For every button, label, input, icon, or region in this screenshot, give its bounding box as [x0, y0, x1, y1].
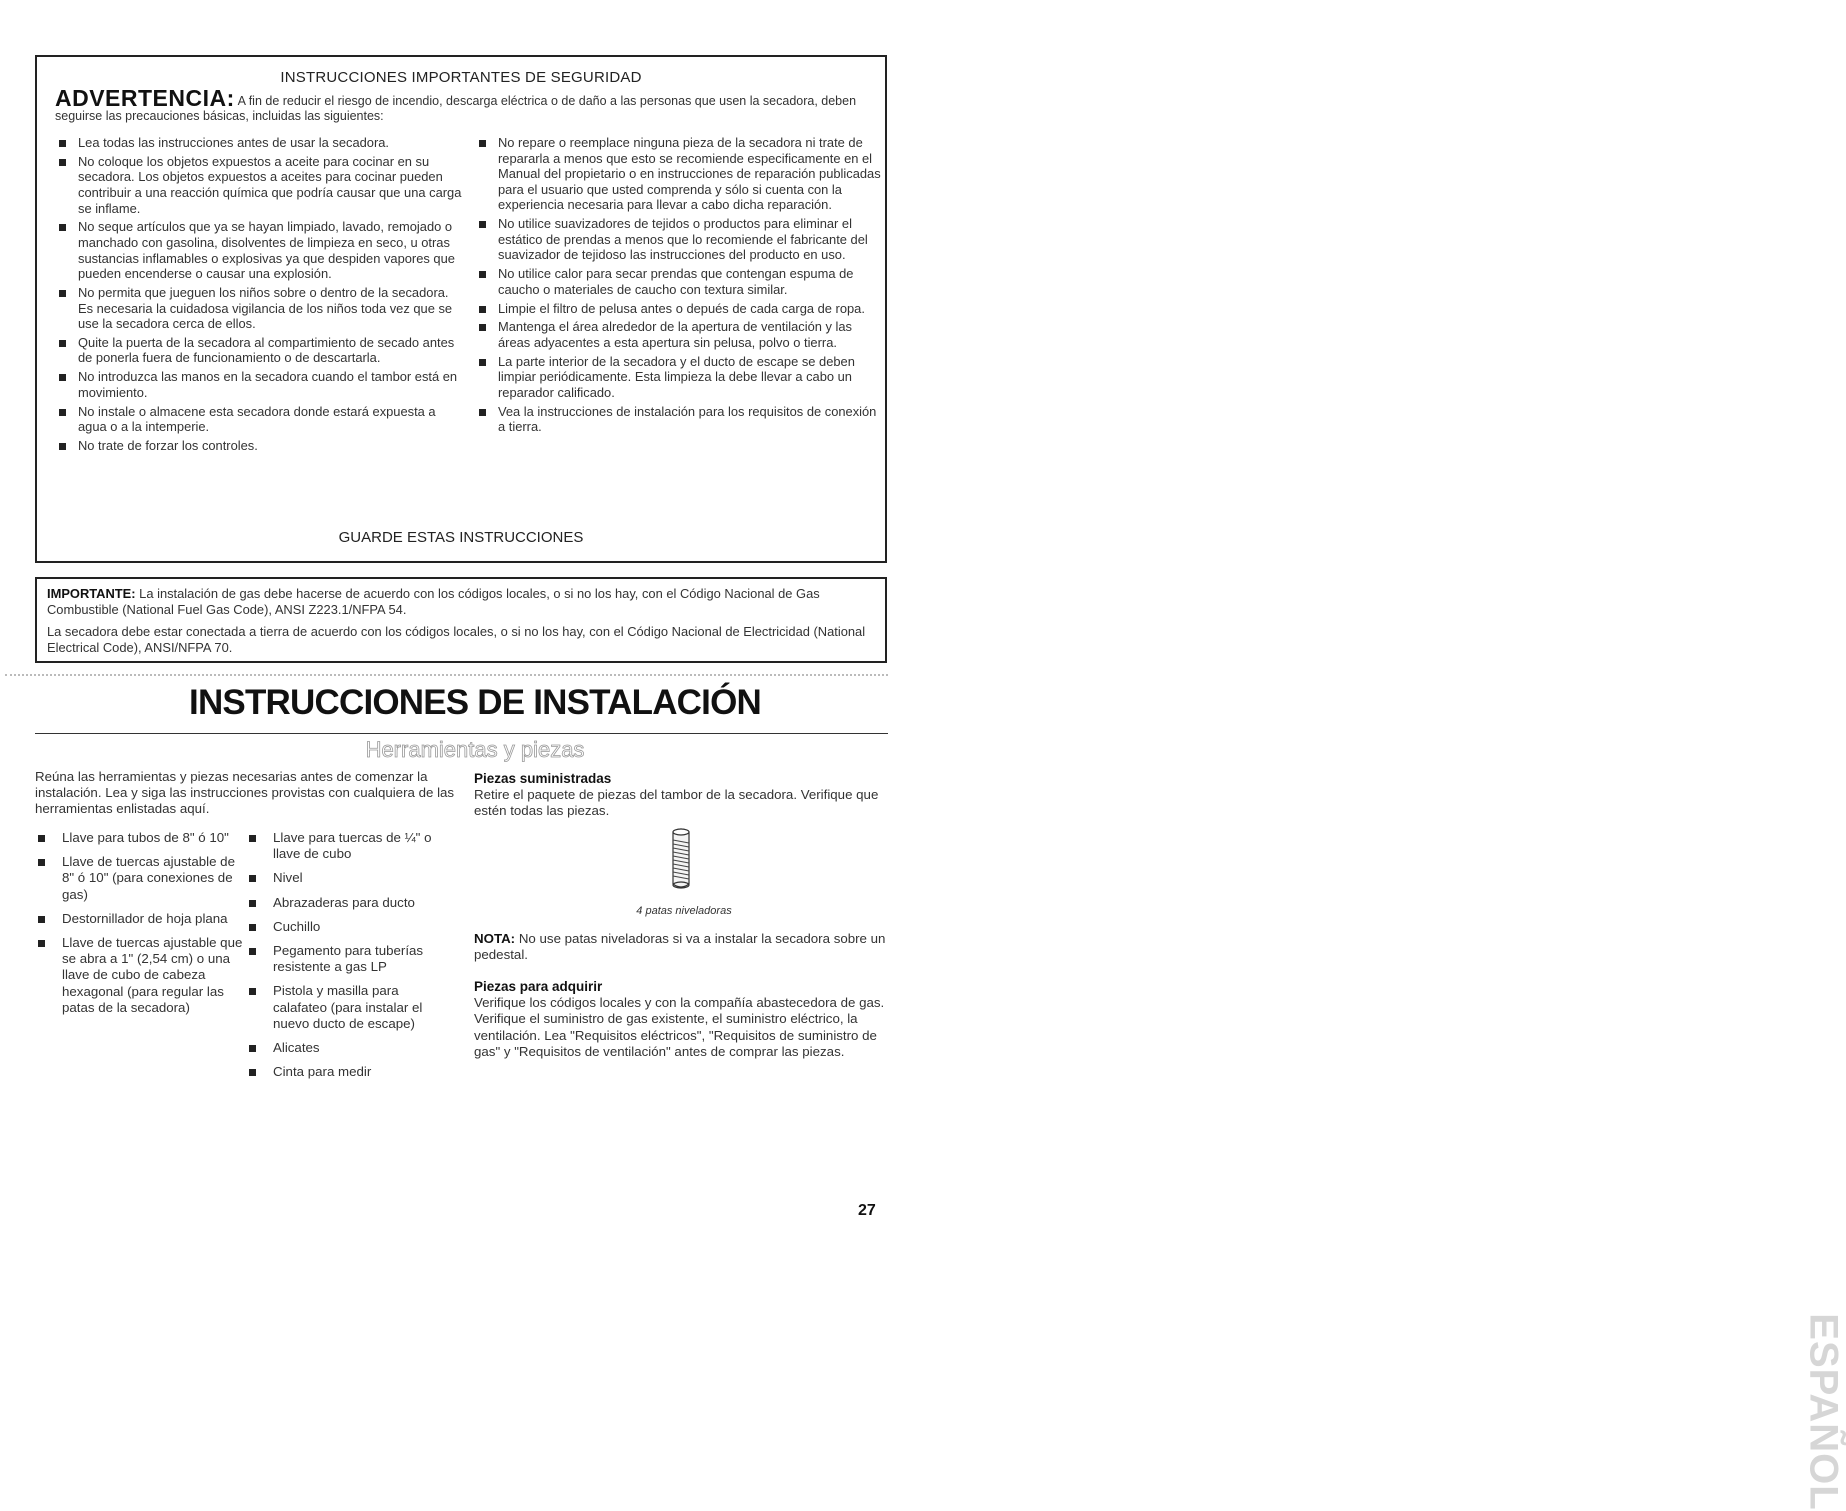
- safety-list-left: [57, 135, 463, 457]
- supplied-parts-heading: Piezas suministradas: [474, 771, 612, 786]
- safety-item: No coloque los objetos expuestos a aceite para cocinar en su secadora. Los objetos expuestos a aceites para cocinar pueden contribuir a una reacción química que podría causar que una carga se inflame.: [57, 154, 463, 216]
- safety-item: No seque artículos que ya se hayan limpiado, lavado, remojado o manchado con gasolina, disolventes de limpieza en seco, u otras sustancias inflamables o explosivas ya que despiden vapores que pueden encenderse o causar una explosión.: [57, 219, 463, 281]
- tool-item: Destornillador de hoja plana: [35, 911, 245, 927]
- importante-paragraph-gas: [47, 586, 875, 617]
- safety-item: No utilice calor para secar prendas que contengan espuma de caucho o materiales de caucho con textura similar.: [477, 266, 887, 297]
- section-heading: Herramientas y piezas: [365, 737, 585, 762]
- tools-list-left: [35, 830, 245, 1024]
- safety-item: No permita que jueguen los niños sobre o dentro de la secadora. Es necesaria la cuidadosa vigilancia de los niños toda vez que se use la secadora cerca de ellos.: [57, 285, 463, 332]
- tool-item: Llave para tuercas de ¼" o llave de cubo: [246, 830, 456, 862]
- purchase-parts-text: Verifique los códigos locales y con la compañía abastecedora de gas. Verifique el suministro de gas existente, el suministro eléctrico, la ventilación. Lea "Requisitos eléctricos", "Requisitos de suministro de gas" y "Requisitos de ventilación" antes de comprar las piezas.: [474, 995, 885, 1059]
- tool-item: Cuchillo: [246, 919, 456, 935]
- tool-item: Cinta para medir: [246, 1064, 456, 1080]
- safety-item: No repare o reemplace ninguna pieza de la secadora ni trate de repararla a menos que esto se recomiende especificamente en el Manual del propietario o en instrucciones de reparación publicadas para el usuario que usted comprenda y sólo si cuenta con la experiencia necesaria para llevar a cabo dicha reparación.: [477, 135, 887, 213]
- tool-item: Alicates: [246, 1040, 456, 1056]
- tool-item: Pistola y masilla para calafateo (para instalar el nuevo ducto de escape): [246, 983, 456, 1032]
- nota-label: NOTA:: [474, 931, 516, 946]
- warning-word: ADVERTENCIA:: [55, 85, 235, 111]
- safety-item: No utilice suavizadores de tejidos o productos para eliminar el estático de prendas a menos que lo recomiende el fabricante del suavizador de tejidoso las instrucciones del producto en uso.: [477, 216, 887, 263]
- tool-item: Llave para tubos de 8" ó 10": [35, 830, 245, 846]
- dotted-divider: [5, 674, 888, 676]
- importante-label: IMPORTANTE:: [47, 586, 136, 601]
- supplied-parts-section: [474, 771, 894, 820]
- intro-paragraph: Reúna las herramientas y piezas necesarias antes de comenzar la instalación. Lea y siga las instrucciones provistas con cualquiera de las herramientas enlistadas aquí.: [35, 769, 455, 817]
- tool-item: Llave de tuercas ajustable de 8" ó 10" (para conexiones de gas): [35, 854, 245, 903]
- safety-item: Limpie el filtro de pelusa antes o depués de cada carga de ropa.: [477, 301, 887, 317]
- safety-item: No introduzca las manos en la secadora cuando el tambor está en movimiento.: [57, 369, 463, 400]
- leveling-leg-illustration: [667, 824, 695, 894]
- parts-caption: 4 patas niveladoras: [636, 905, 732, 917]
- language-label: ESPAÑOL: [1801, 1313, 1846, 1511]
- tool-item: Abrazaderas para ducto: [246, 895, 456, 911]
- safety-heading: INSTRUCCIONES IMPORTANTES DE SEGURIDAD: [280, 69, 642, 86]
- safety-item: Mantenga el área alrededor de la apertura de ventilación y las áreas adyacentes a esta apertura sin pelusa, polvo o tierra.: [477, 319, 887, 350]
- supplied-parts-text: Retire el paquete de piezas del tambor de la secadora. Verifique que estén todas las piezas.: [474, 787, 879, 819]
- tool-item: Nivel: [246, 870, 456, 886]
- safety-item: La parte interior de la secadora y el ducto de escape se deben limpiar periódicamente. Esta limpieza la debe llevar a cabo un reparador calificado.: [477, 354, 887, 401]
- tool-item: Llave de tuercas ajustable que se abra a 1" (2,54 cm) o una llave de cubo de cabeza hexagonal (para regular las patas de la secadora): [35, 935, 245, 1016]
- tool-item: Pegamento para tuberías resistente a gas LP: [246, 943, 456, 975]
- safety-item: No instale o almacene esta secadora donde estará expuesta a agua o a la intemperie.: [57, 404, 463, 435]
- importante-text-gas: La instalación de gas debe hacerse de acuerdo con los códigos locales, o si no los hay, con el Código Nacional de Gas Combustible (National Fuel Gas Code), ANSI Z223.1/NFPA 54.: [47, 586, 820, 617]
- warning-text: A fin de reducir el riesgo de incendio, descarga eléctrica o de daño a las personas que usen la secadora, deben seguirse las precauciones básicas, incluidas las siguientes:: [55, 94, 857, 123]
- safety-list-right: [477, 135, 887, 438]
- nota-text: No use patas niveladoras si va a instalar la secadora sobre un pedestal.: [474, 931, 886, 963]
- safety-item: Vea la instrucciones de instalación para los requisitos de conexión a tierra.: [477, 404, 887, 435]
- safety-item: Quite la puerta de la secadora al compartimiento de secado antes de ponerla fuera de funcionamiento o de descartarla.: [57, 335, 463, 366]
- safety-item: Lea todas las instrucciones antes de usar la secadora.: [57, 135, 463, 151]
- importante-box: [35, 577, 887, 663]
- language-side-tab: [902, 645, 1846, 1511]
- safety-item: No trate de forzar los controles.: [57, 438, 463, 454]
- purchase-parts-heading: Piezas para adquirir: [474, 979, 603, 994]
- safety-box: [35, 55, 887, 563]
- title-divider: [35, 733, 888, 734]
- tools-list-right: [246, 830, 456, 1088]
- nota-paragraph: [474, 931, 894, 963]
- purchase-parts-section: [474, 979, 894, 1060]
- save-instructions: GUARDE ESTAS INSTRUCCIONES: [338, 529, 584, 546]
- page-number: 27: [858, 1202, 876, 1219]
- importante-text-electric: La secadora debe estar conectada a tierra de acuerdo con los códigos locales, o si no los hay, con el Código Nacional de Electricidad (National Electrical Code), ANSI/NFPA 70.: [47, 624, 866, 655]
- warning-paragraph: [55, 85, 870, 124]
- page-title: INSTRUCCIONES DE INSTALACIÓN: [189, 683, 761, 722]
